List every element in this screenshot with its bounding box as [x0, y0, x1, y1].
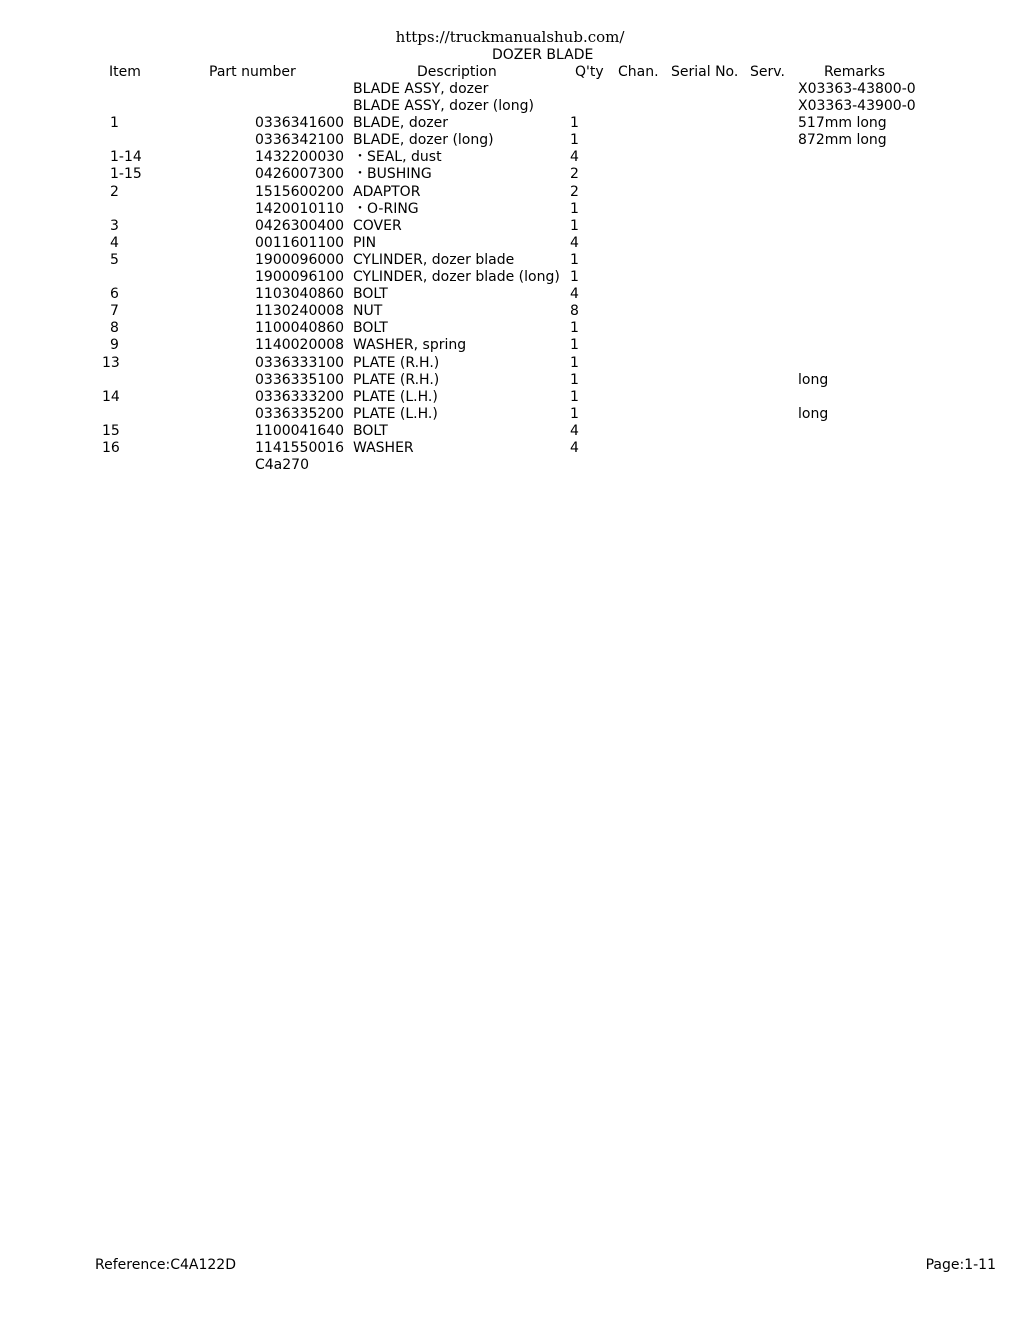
quantity-cell: 1 — [570, 115, 579, 132]
item-number-cell: 2 — [110, 183, 119, 200]
part-number-cell: 1103040860 — [255, 286, 345, 303]
part-number-cell: 0011601100 — [255, 234, 345, 251]
item-number-cell: 8 — [110, 320, 119, 337]
item-number-cell: 1 — [110, 115, 119, 132]
part-number-cell: 1420010110 — [255, 200, 345, 217]
remarks-cell: long — [798, 371, 829, 388]
description-cell: PIN — [353, 234, 377, 251]
description-cell: CYLINDER, dozer blade — [353, 251, 515, 268]
description-cell: BOLT — [353, 320, 388, 337]
table-row — [0, 355, 1020, 372]
description-cell: NUT — [353, 303, 383, 320]
part-number-cell: 1100040860 — [255, 320, 345, 337]
item-number-cell: 14 — [102, 388, 120, 405]
item-number-cell: 1-15 — [110, 166, 142, 183]
description-cell: ・SEAL, dust — [353, 149, 442, 166]
remarks-cell: 517mm long — [798, 115, 887, 132]
table-row — [0, 184, 1020, 201]
reference-footer: Reference:C4A122D — [95, 1257, 236, 1273]
page-title: DOZER BLADE — [492, 47, 594, 63]
item-number-cell: 3 — [110, 217, 119, 234]
part-number-cell: 0426300400 — [255, 217, 345, 234]
part-number-cell: 0336333200 — [255, 388, 345, 405]
remarks-cell: X03363-43800-0 — [798, 81, 916, 97]
part-number-cell: 0336333100 — [255, 354, 345, 371]
quantity-cell: 1 — [570, 354, 579, 371]
part-number-cell: 0336335100 — [255, 371, 345, 388]
quantity-cell: 4 — [570, 234, 579, 251]
header-qty: Q'ty — [575, 64, 604, 80]
table-row — [0, 286, 1020, 303]
table-row — [0, 303, 1020, 320]
table-row — [0, 218, 1020, 235]
remarks-cell: long — [798, 405, 829, 422]
table-row — [0, 132, 1020, 149]
item-number-cell: 13 — [102, 354, 120, 371]
quantity-cell: 1 — [570, 269, 579, 286]
part-number-cell: C4a270 — [255, 457, 309, 474]
remarks-cell: X03363-43900-0 — [798, 98, 916, 115]
quantity-cell: 1 — [570, 200, 579, 217]
quantity-cell: 1 — [570, 388, 579, 405]
description-cell: ADAPTOR — [353, 183, 421, 200]
table-row — [0, 423, 1020, 440]
header-serv: Serv. — [750, 64, 785, 80]
description-cell: WASHER, spring — [353, 337, 467, 354]
description-cell: PLATE (L.H.) — [353, 405, 438, 422]
header-part-number: Part number — [209, 64, 296, 80]
table-row — [0, 115, 1020, 132]
table-row — [0, 320, 1020, 337]
table-row — [0, 81, 1020, 98]
description-cell: WASHER — [353, 439, 414, 456]
item-number-cell: 4 — [110, 234, 119, 251]
quantity-cell: 1 — [570, 217, 579, 234]
description-cell: ・BUSHING — [353, 166, 432, 183]
item-number-cell: 16 — [102, 439, 120, 456]
part-number-cell: 1432200030 — [255, 149, 345, 166]
part-number-cell: 1900096100 — [255, 269, 345, 286]
part-number-cell: 1141550016 — [255, 439, 345, 456]
item-number-cell: 9 — [110, 337, 119, 354]
item-number-cell: 5 — [110, 251, 119, 268]
description-cell: PLATE (R.H.) — [353, 371, 440, 388]
description-cell: CYLINDER, dozer blade (long) — [353, 269, 560, 286]
header-item: Item — [109, 64, 141, 80]
page-number: Page:1-11 — [925, 1257, 996, 1273]
table-row — [0, 406, 1020, 423]
part-number-cell: 0336341600 — [255, 115, 345, 132]
part-number-cell: 1140020008 — [255, 337, 345, 354]
description-cell: BLADE ASSY, dozer (long) — [353, 98, 534, 115]
description-cell: ・O-RING — [353, 200, 419, 217]
item-number-cell: 6 — [110, 286, 119, 303]
header-description: Description — [417, 64, 497, 80]
table-row — [0, 372, 1020, 389]
table-row — [0, 166, 1020, 183]
header-remarks: Remarks — [824, 64, 886, 80]
table-row — [0, 201, 1020, 218]
remarks-cell: 872mm long — [798, 132, 887, 149]
description-cell: BLADE, dozer — [353, 115, 448, 132]
part-number-cell: 1130240008 — [255, 303, 345, 320]
part-number-cell: 0336335200 — [255, 405, 345, 422]
parts-table — [0, 81, 1020, 474]
description-cell: BLADE, dozer (long) — [353, 132, 494, 149]
quantity-cell: 1 — [570, 405, 579, 422]
table-row — [0, 389, 1020, 406]
table-row — [0, 337, 1020, 354]
table-row — [0, 269, 1020, 286]
quantity-cell: 1 — [570, 320, 579, 337]
part-number-cell: 1100041640 — [255, 422, 345, 439]
table-row — [0, 440, 1020, 457]
part-number-cell: 1900096000 — [255, 251, 345, 268]
quantity-cell: 1 — [570, 132, 579, 149]
description-cell: BLADE ASSY, dozer — [353, 81, 489, 97]
quantity-cell: 2 — [570, 166, 579, 183]
item-number-cell: 1-14 — [110, 149, 142, 166]
description-cell: PLATE (L.H.) — [353, 388, 438, 405]
part-number-cell: 0426007300 — [255, 166, 345, 183]
quantity-cell: 1 — [570, 337, 579, 354]
table-row — [0, 235, 1020, 252]
site-url: https://truckmanualshub.com/ — [395, 28, 625, 46]
table-row — [0, 457, 1020, 474]
item-number-cell: 7 — [110, 303, 119, 320]
quantity-cell: 8 — [570, 303, 579, 320]
description-cell: BOLT — [353, 422, 388, 439]
description-cell: BOLT — [353, 286, 388, 303]
description-cell: COVER — [353, 217, 402, 234]
description-cell: PLATE (R.H.) — [353, 354, 440, 371]
quantity-cell: 4 — [570, 149, 579, 166]
quantity-cell: 1 — [570, 251, 579, 268]
header-chan: Chan. — [618, 64, 659, 80]
table-row — [0, 98, 1020, 115]
header-serial-no: Serial No. — [671, 64, 739, 80]
part-number-cell: 1515600200 — [255, 183, 345, 200]
quantity-cell: 2 — [570, 183, 579, 200]
quantity-cell: 4 — [570, 286, 579, 303]
item-number-cell: 15 — [102, 422, 120, 439]
quantity-cell: 1 — [570, 371, 579, 388]
table-row — [0, 252, 1020, 269]
quantity-cell: 4 — [570, 422, 579, 439]
table-row — [0, 149, 1020, 166]
part-number-cell: 0336342100 — [255, 132, 345, 149]
quantity-cell: 4 — [570, 439, 579, 456]
